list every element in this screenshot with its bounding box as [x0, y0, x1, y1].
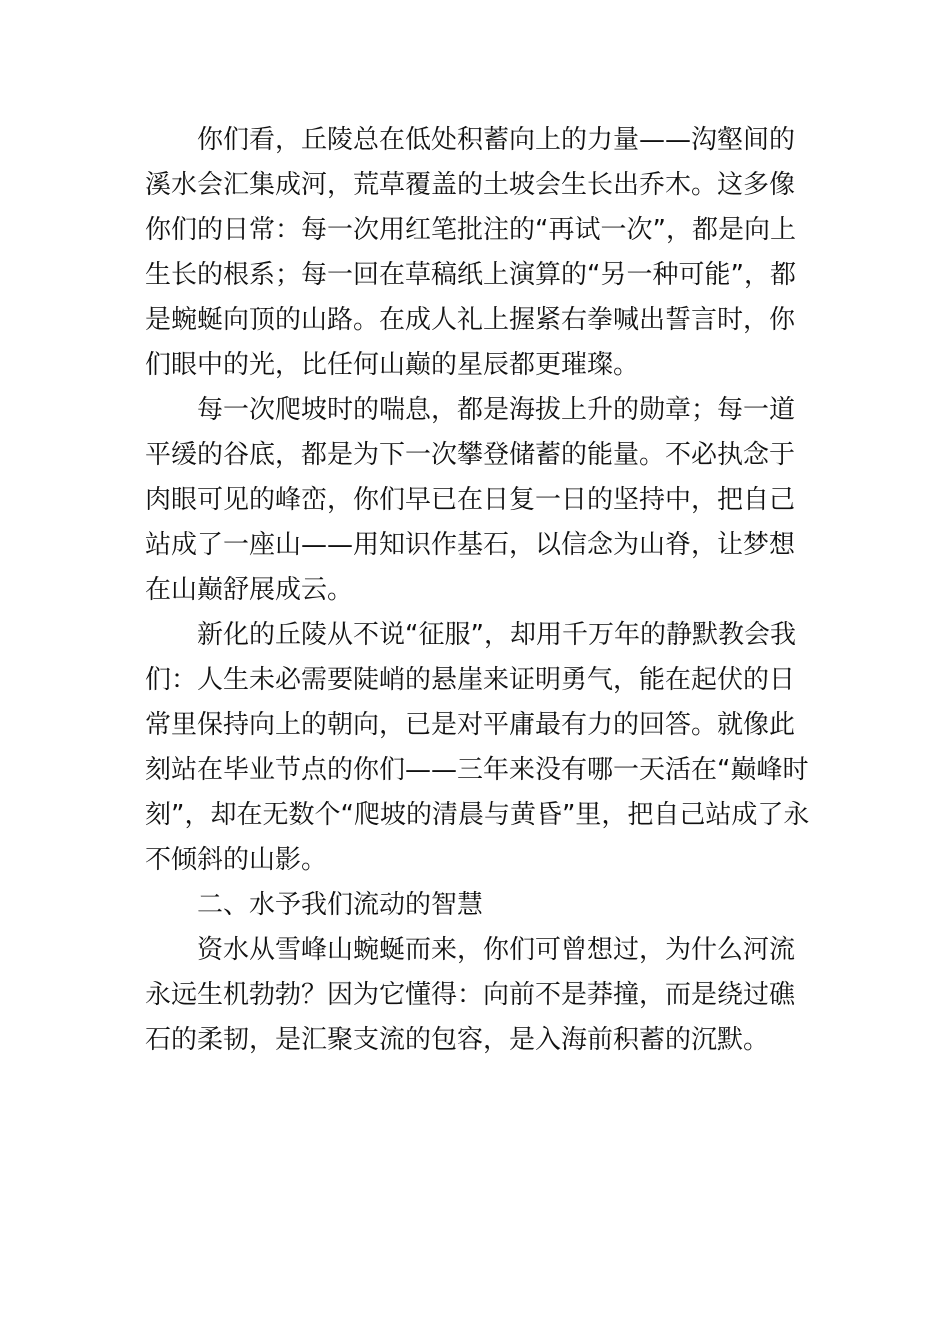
paragraph-line: 肉眼可见的峰峦，你们早已在日复一日的坚持中，把自己	[145, 485, 796, 515]
paragraph-line: 在山巅舒展成云。	[145, 575, 354, 605]
paragraph-line: 资水从雪峰山蜿蜒而来，你们可曾想过，为什么河流	[197, 935, 796, 965]
paragraph-line: 你们看，丘陵总在低处积蓄向上的力量——沟壑间的	[197, 125, 796, 155]
paragraph-line: 不倾斜的山影。	[145, 845, 328, 875]
paragraph-line: 是蜿蜒向顶的山路。在成人礼上握紧右拳喊出誓言时，你	[145, 305, 796, 335]
paragraph-line: 平缓的谷底，都是为下一次攀登储蓄的能量。不必执念于	[145, 440, 796, 470]
paragraph-line: 溪水会汇集成河，荒草覆盖的土坡会生长出乔木。这多像	[145, 170, 796, 200]
section-heading: 二、水予我们流动的智慧	[197, 890, 484, 920]
paragraph-line: 每一次爬坡时的喘息，都是海拔上升的勋章；每一道	[197, 395, 796, 425]
paragraph-line: 站成了一座山——用知识作基石，以信念为山脊，让梦想	[145, 530, 796, 560]
paragraph-line: 新化的丘陵从不说“征服”，却用千万年的静默教会我	[197, 620, 796, 650]
paragraph-line: 刻”，却在无数个“爬坡的清晨与黄昏”里，把自己站成了永	[145, 800, 810, 830]
paragraph-line: 石的柔韧，是汇聚支流的包容，是入海前积蓄的沉默。	[145, 1025, 770, 1055]
paragraph-line: 你们的日常：每一次用红笔批注的“再试一次”，都是向上	[145, 215, 796, 245]
paragraph-line: 们：人生未必需要陡峭的悬崖来证明勇气，能在起伏的日	[145, 665, 796, 695]
paragraph-line: 们眼中的光，比任何山巅的星辰都更璀璨。	[145, 350, 640, 380]
body-text	[145, 118, 815, 1063]
paragraph-line: 生长的根系；每一回在草稿纸上演算的“另一种可能”，都	[145, 260, 796, 290]
paragraph-line: 常里保持向上的朝向，已是对平庸最有力的回答。就像此	[145, 710, 796, 740]
paragraph-line: 刻站在毕业节点的你们——三年来没有哪一天活在“巅峰时	[145, 755, 809, 785]
paragraph-line: 永远生机勃勃？因为它懂得：向前不是莽撞，而是绕过礁	[145, 980, 796, 1010]
